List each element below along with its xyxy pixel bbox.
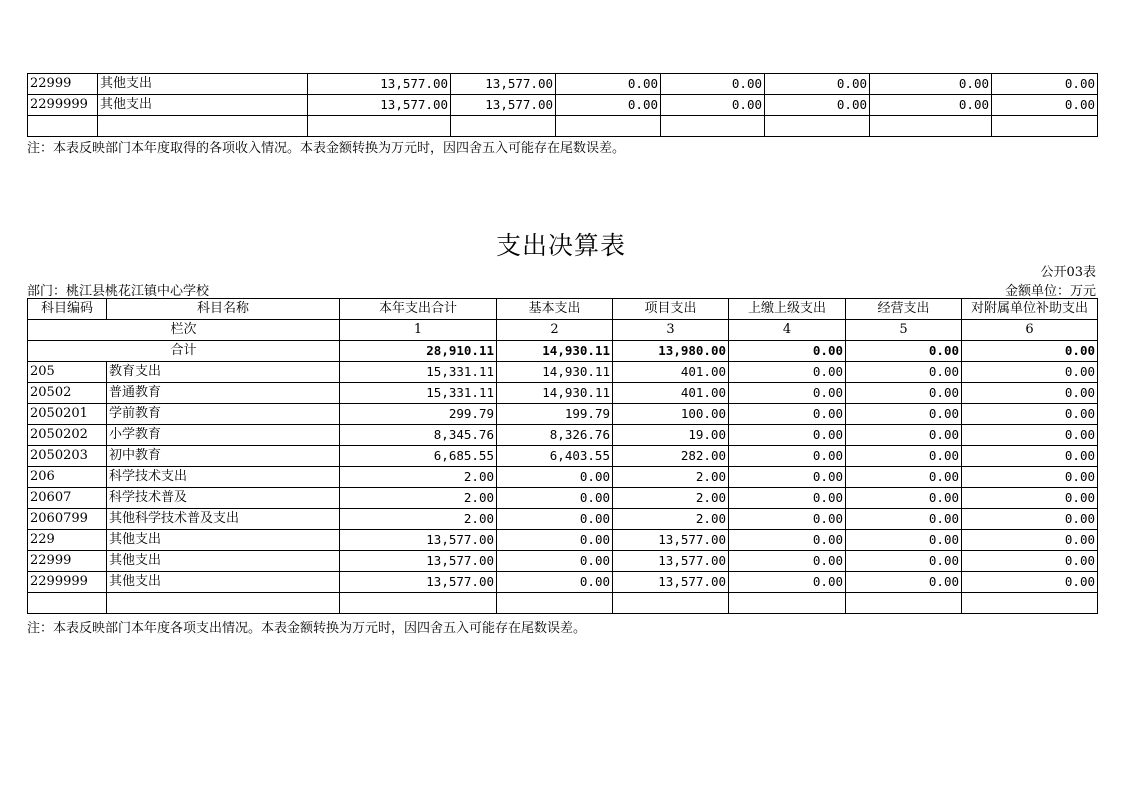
empty-cell [340,593,497,614]
row-value: 0.00 [729,509,846,530]
row-value: 0.00 [497,509,613,530]
row-code: 22999 [28,74,98,95]
row-value: 0.00 [729,362,846,383]
row-value: 0.00 [962,488,1098,509]
row-value: 0.00 [846,425,962,446]
row-code: 205 [28,362,107,383]
row-value: 401.00 [613,362,729,383]
row-value: 15,331.11 [340,383,497,404]
total-value: 0.00 [846,341,962,362]
row-name: 其他支出 [98,95,308,116]
row-value: 13,577.00 [340,551,497,572]
row-value: 2.00 [340,467,497,488]
header-basic: 基本支出 [497,299,613,320]
row-value: 0.00 [870,95,992,116]
table-row [28,362,1098,383]
header-code: 科目编码 [28,299,107,320]
row-name: 其他支出 [107,551,340,572]
row-value: 8,326.76 [497,425,613,446]
row-value: 13,577.00 [451,95,556,116]
income-table-continuation [27,73,1098,137]
empty-cell [497,593,613,614]
table-row [28,488,1098,509]
row-value: 0.00 [556,95,661,116]
row-value: 0.00 [846,488,962,509]
row-code: 2050201 [28,404,107,425]
form-code: 公开03表 [1040,265,1096,280]
row-value: 0.00 [497,530,613,551]
row-value: 13,577.00 [613,551,729,572]
table-row [28,95,1098,116]
table-row [28,446,1098,467]
row-value: 6,685.55 [340,446,497,467]
expense-table-note: 注：本表反映部门本年度各项支出情况。本表金额转换为万元时，因四舍五入可能存在尾数误差。 [27,621,587,636]
empty-cell [556,116,661,137]
column-index: 4 [729,320,846,341]
row-value: 0.00 [962,530,1098,551]
total-value: 14,930.11 [497,341,613,362]
row-name: 教育支出 [107,362,340,383]
empty-cell [451,116,556,137]
row-name: 其他支出 [107,572,340,593]
empty-cell [28,116,98,137]
table-row [28,425,1098,446]
row-code: 2060799 [28,509,107,530]
header-project: 项目支出 [613,299,729,320]
row-name: 学前教育 [107,404,340,425]
row-value: 0.00 [729,467,846,488]
income-table-note: 注：本表反映部门本年度取得的各项收入情况。本表金额转换为万元时，因四舍五入可能存在尾数误差。 [27,141,626,156]
row-value: 0.00 [962,446,1098,467]
empty-cell [28,593,107,614]
row-value: 13,577.00 [340,530,497,551]
header-subsidy: 对附属单位补助支出 [962,299,1098,320]
row-value: 2.00 [613,488,729,509]
row-value: 2.00 [340,488,497,509]
row-value: 13,577.00 [613,530,729,551]
table-row [28,509,1098,530]
row-value: 0.00 [729,446,846,467]
page-title: 支出决算表 [495,231,626,260]
total-value: 0.00 [729,341,846,362]
row-name: 初中教育 [107,446,340,467]
row-value: 0.00 [729,404,846,425]
empty-cell [107,593,340,614]
row-value: 0.00 [870,74,992,95]
row-value: 0.00 [846,446,962,467]
header-upper: 上缴上级支出 [729,299,846,320]
row-value: 0.00 [846,467,962,488]
row-value: 2.00 [340,509,497,530]
row-value: 0.00 [992,95,1098,116]
empty-cell [870,116,992,137]
empty-cell [962,593,1098,614]
row-code: 2050203 [28,446,107,467]
empty-row [28,116,1098,137]
header-operating: 经营支出 [846,299,962,320]
row-value: 14,930.11 [497,362,613,383]
row-value: 13,577.00 [308,95,451,116]
row-value: 2.00 [613,467,729,488]
row-code: 229 [28,530,107,551]
row-code: 20607 [28,488,107,509]
row-value: 0.00 [846,404,962,425]
row-value: 19.00 [613,425,729,446]
row-value: 0.00 [497,488,613,509]
row-value: 100.00 [613,404,729,425]
row-value: 401.00 [613,383,729,404]
row-value: 13,577.00 [340,572,497,593]
row-value: 299.79 [340,404,497,425]
row-value: 0.00 [846,551,962,572]
row-value: 0.00 [729,572,846,593]
empty-cell [308,116,451,137]
table-row [28,551,1098,572]
row-value: 0.00 [497,572,613,593]
row-value: 0.00 [962,551,1098,572]
row-value: 282.00 [613,446,729,467]
row-value: 0.00 [661,74,765,95]
header-name: 科目名称 [107,299,340,320]
total-label: 合计 [28,341,340,362]
total-value: 0.00 [962,341,1098,362]
row-value: 0.00 [962,572,1098,593]
total-row [28,341,1098,362]
total-value: 13,980.00 [613,341,729,362]
row-value: 0.00 [729,551,846,572]
row-code: 2299999 [28,572,107,593]
column-index-label: 栏次 [28,320,340,341]
row-value: 6,403.55 [497,446,613,467]
row-value: 0.00 [661,95,765,116]
row-value: 0.00 [846,362,962,383]
row-value: 0.00 [556,74,661,95]
row-value: 0.00 [962,467,1098,488]
row-value: 0.00 [962,383,1098,404]
row-code: 20502 [28,383,107,404]
row-value: 0.00 [729,530,846,551]
row-value: 0.00 [765,74,870,95]
row-code: 2050202 [28,425,107,446]
row-value: 0.00 [846,509,962,530]
row-value: 0.00 [846,572,962,593]
row-name: 其他支出 [98,74,308,95]
row-value: 13,577.00 [308,74,451,95]
column-index: 3 [613,320,729,341]
row-value: 13,577.00 [613,572,729,593]
row-name: 科学技术普及 [107,488,340,509]
row-name: 其他支出 [107,530,340,551]
column-index: 6 [962,320,1098,341]
column-index: 1 [340,320,497,341]
column-index-row [28,320,1098,341]
row-name: 小学教育 [107,425,340,446]
row-value: 0.00 [729,488,846,509]
table-row [28,530,1098,551]
row-value: 8,345.76 [340,425,497,446]
row-value: 0.00 [729,425,846,446]
row-value: 0.00 [962,509,1098,530]
row-value: 0.00 [497,551,613,572]
row-value: 199.79 [497,404,613,425]
table-row [28,467,1098,488]
amount-unit-label: 金额单位：万元 [1004,284,1096,299]
row-code: 2299999 [28,95,98,116]
row-value: 15,331.11 [340,362,497,383]
column-index: 2 [497,320,613,341]
row-value: 0.00 [962,404,1098,425]
table-row [28,383,1098,404]
row-value: 0.00 [962,425,1098,446]
row-value: 0.00 [962,362,1098,383]
row-value: 0.00 [497,467,613,488]
row-value: 0.00 [765,95,870,116]
row-value: 0.00 [846,530,962,551]
empty-cell [661,116,765,137]
row-value: 0.00 [992,74,1098,95]
empty-row [28,593,1098,614]
column-index: 5 [846,320,962,341]
empty-cell [992,116,1098,137]
row-value: 14,930.11 [497,383,613,404]
table-row [28,74,1098,95]
empty-cell [613,593,729,614]
row-name: 普通教育 [107,383,340,404]
row-value: 0.00 [729,383,846,404]
total-value: 28,910.11 [340,341,497,362]
table-row [28,404,1098,425]
empty-cell [765,116,870,137]
expense-table [27,298,1098,614]
row-value: 13,577.00 [451,74,556,95]
row-code: 206 [28,467,107,488]
department-label: 部门：桃江县桃花江镇中心学校 [27,284,210,299]
header-total: 本年支出合计 [340,299,497,320]
row-value: 2.00 [613,509,729,530]
empty-cell [98,116,308,137]
row-code: 22999 [28,551,107,572]
row-name: 科学技术支出 [107,467,340,488]
header-row [28,299,1098,320]
empty-cell [846,593,962,614]
row-value: 0.00 [846,383,962,404]
empty-cell [729,593,846,614]
table-row [28,572,1098,593]
row-name: 其他科学技术普及支出 [107,509,340,530]
